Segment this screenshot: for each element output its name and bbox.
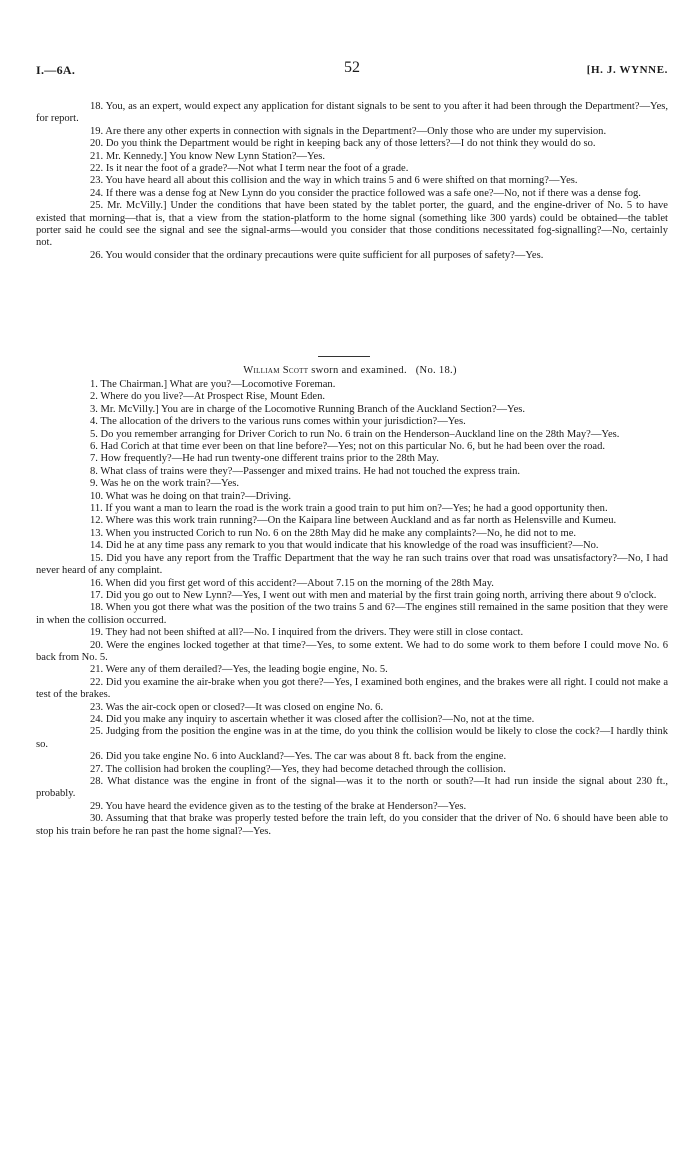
question-answer: 25. Mr. McVilly.] Under the conditions that have been stated by the tablet porter, the guard, and the engine-driver of No. 5 to have existed that morning—that is, that a view from the station-platform to the home signal (something like 300 yards) could be obtained—the tablet porter said he could see the signal and see the signal-arms—would you consider that those conditions necessitated fog-signalling?—No, certainly not.	[36, 200, 668, 249]
question-answer: 5. Do you remember arranging for Driver Corich to run No. 6 train on the Henderson–Auckland line on the 28th May?—Yes.	[90, 428, 620, 440]
question-answer: 21. Were any of them derailed?—Yes, the leading bogie engine, No. 5.	[90, 664, 388, 676]
question-answer: 9. Was he on the work train?—Yes.	[90, 478, 240, 490]
evidence-section-scott	[36, 379, 668, 838]
evidence-section-wynne	[36, 101, 668, 262]
question-answer: 19. Are there any other experts in connection with signals in the Department?—Only those who are under my supervision.	[90, 125, 607, 137]
question-answer: 23. Was the air-cock open or closed?—It was closed on engine No. 6.	[90, 701, 384, 713]
page-header	[36, 59, 668, 82]
section-divider	[318, 356, 370, 357]
question-answer: 17. Did you go out to New Lynn?—Yes, I went out with men and material by the first train going north, arriving there about 9 o'clock.	[90, 589, 657, 601]
question-answer: 21. Mr. Kennedy.] You know New Lynn Station?—Yes.	[90, 150, 325, 162]
question-answer: 22. Did you examine the air-brake when you got there?—Yes, I examined both engines, and the brakes were all right. I could not make a test of the brakes.	[36, 676, 668, 701]
question-answer: 18. You, as an expert, would expect any application for distant signals to be sent to you after it had been through the Department?—Yes, for report.	[36, 101, 668, 125]
question-answer: 14. Did he at any time pass any remark to you that would indicate that his knowledge of the road was insufficient?—No.	[90, 540, 599, 552]
question-answer: 18. When you got there what was the position of the two trains 5 and 6?—The engines still remained in the same position that they were in when the collision occurred.	[36, 602, 668, 626]
question-answer: 29. You have heard the evidence given as to the testing of the brake at Henderson?—Yes.	[90, 800, 467, 812]
question-answer: 1. The Chairman.] What are you?—Locomotive Foreman.	[90, 379, 336, 390]
witness-number: (No. 18.)	[415, 365, 457, 376]
question-answer: 28. What distance was the engine in front of the signal—was it to the north or south?—It had run inside the signal about 230 ft., probably.	[36, 776, 668, 800]
paper-reference: I.—6A.	[36, 63, 76, 77]
question-answer: 8. What class of trains were they?—Passenger and mixed trains. He had not touched the express train.	[90, 465, 521, 477]
witness-sworn: sworn and examined.	[311, 365, 407, 376]
page-number: 52	[344, 59, 360, 76]
question-answer: 15. Did you have any report from the Traffic Department that the way he ran such trains over that road was unsatisfactory?—No, I had never heard of any complaint.	[36, 552, 668, 577]
question-answer: 24. Did you make any inquiry to ascertain whether it was closed after the collision?—No, not at the time.	[90, 713, 535, 725]
witness-heading	[0, 365, 700, 377]
witness-header: [H. J. WYNNE.	[586, 64, 668, 76]
question-answer: 23. You have heard all about this collision and the way in which trains 5 and 6 were shifted on that morning?—Yes.	[90, 175, 578, 187]
question-answer: 22. Is it near the foot of a grade?—Not what I term near the foot of a grade.	[90, 163, 409, 175]
question-answer: 20. Do you think the Department would be right in keeping back any of those letters?—I do not think they would do so.	[90, 138, 596, 150]
question-answer: 12. Where was this work train running?—On the Kaipara line between Auckland and as far north as Helensville and Kumeu.	[90, 515, 617, 527]
question-answer: 26. Did you take engine No. 6 into Auckland?—Yes. The car was about 8 ft. back from the engine.	[90, 751, 507, 763]
question-answer: 6. Had Corich at that time ever been on that line before?—Yes; not on this particular No. 6, but he had been over the road.	[90, 441, 605, 453]
question-answer: 10. What was he doing on that train?—Driving.	[90, 490, 292, 502]
question-answer: 2. Where do you live?—At Prospect Rise, Mount Eden.	[90, 391, 326, 403]
witness-name: William Scott	[243, 365, 309, 376]
question-answer: 26. You would consider that the ordinary precautions were quite sufficient for all purposes of safety?—Yes.	[90, 249, 544, 261]
question-answer: 24. If there was a dense fog at New Lynn do you consider the practice followed was a safe one?—No, not if there was a dense fog.	[90, 187, 641, 199]
question-answer: 30. Assuming that that brake was properly tested before the train left, do you consider that the driver of No. 6 should have been able to stop his train before he ran past the home signal?—Yes.	[36, 813, 668, 837]
question-answer: 19. They had not been shifted at all?—No. I inquired from the drivers. They were still in close contact.	[90, 627, 524, 639]
question-answer: 11. If you want a man to learn the road is the work train a good train to put him on?—Yes; he had a good opportunity then.	[90, 503, 608, 515]
question-answer: 16. When did you first get word of this accident?—About 7.15 on the morning of the 28th May.	[90, 577, 494, 589]
question-answer: 27. The collision had broken the coupling?—Yes, they had become detached through the collision.	[90, 763, 506, 775]
question-answer: 20. Were the engines locked together at that time?—Yes, to some extent. We had to do some work to them before I could move No. 6 back from No. 5.	[36, 639, 668, 663]
question-answer: 13. When you instructed Corich to run No. 6 on the 28th May did he make any complaints?—No, he did not to me.	[90, 527, 577, 539]
question-answer: 4. The allocation of the drivers to the various runs comes within your jurisdiction?—Yes.	[90, 416, 466, 428]
question-answer: 25. Judging from the position the engine was in at the time, do you think the collision would be likely to close the cock?—I hardly think so.	[36, 726, 668, 750]
question-answer: 3. Mr. McVilly.] You are in charge of the Locomotive Running Branch of the Auckland Section?—Yes.	[90, 403, 526, 415]
question-answer: 7. How frequently?—He had run twenty-one different trains prior to the 28th May.	[90, 453, 439, 465]
